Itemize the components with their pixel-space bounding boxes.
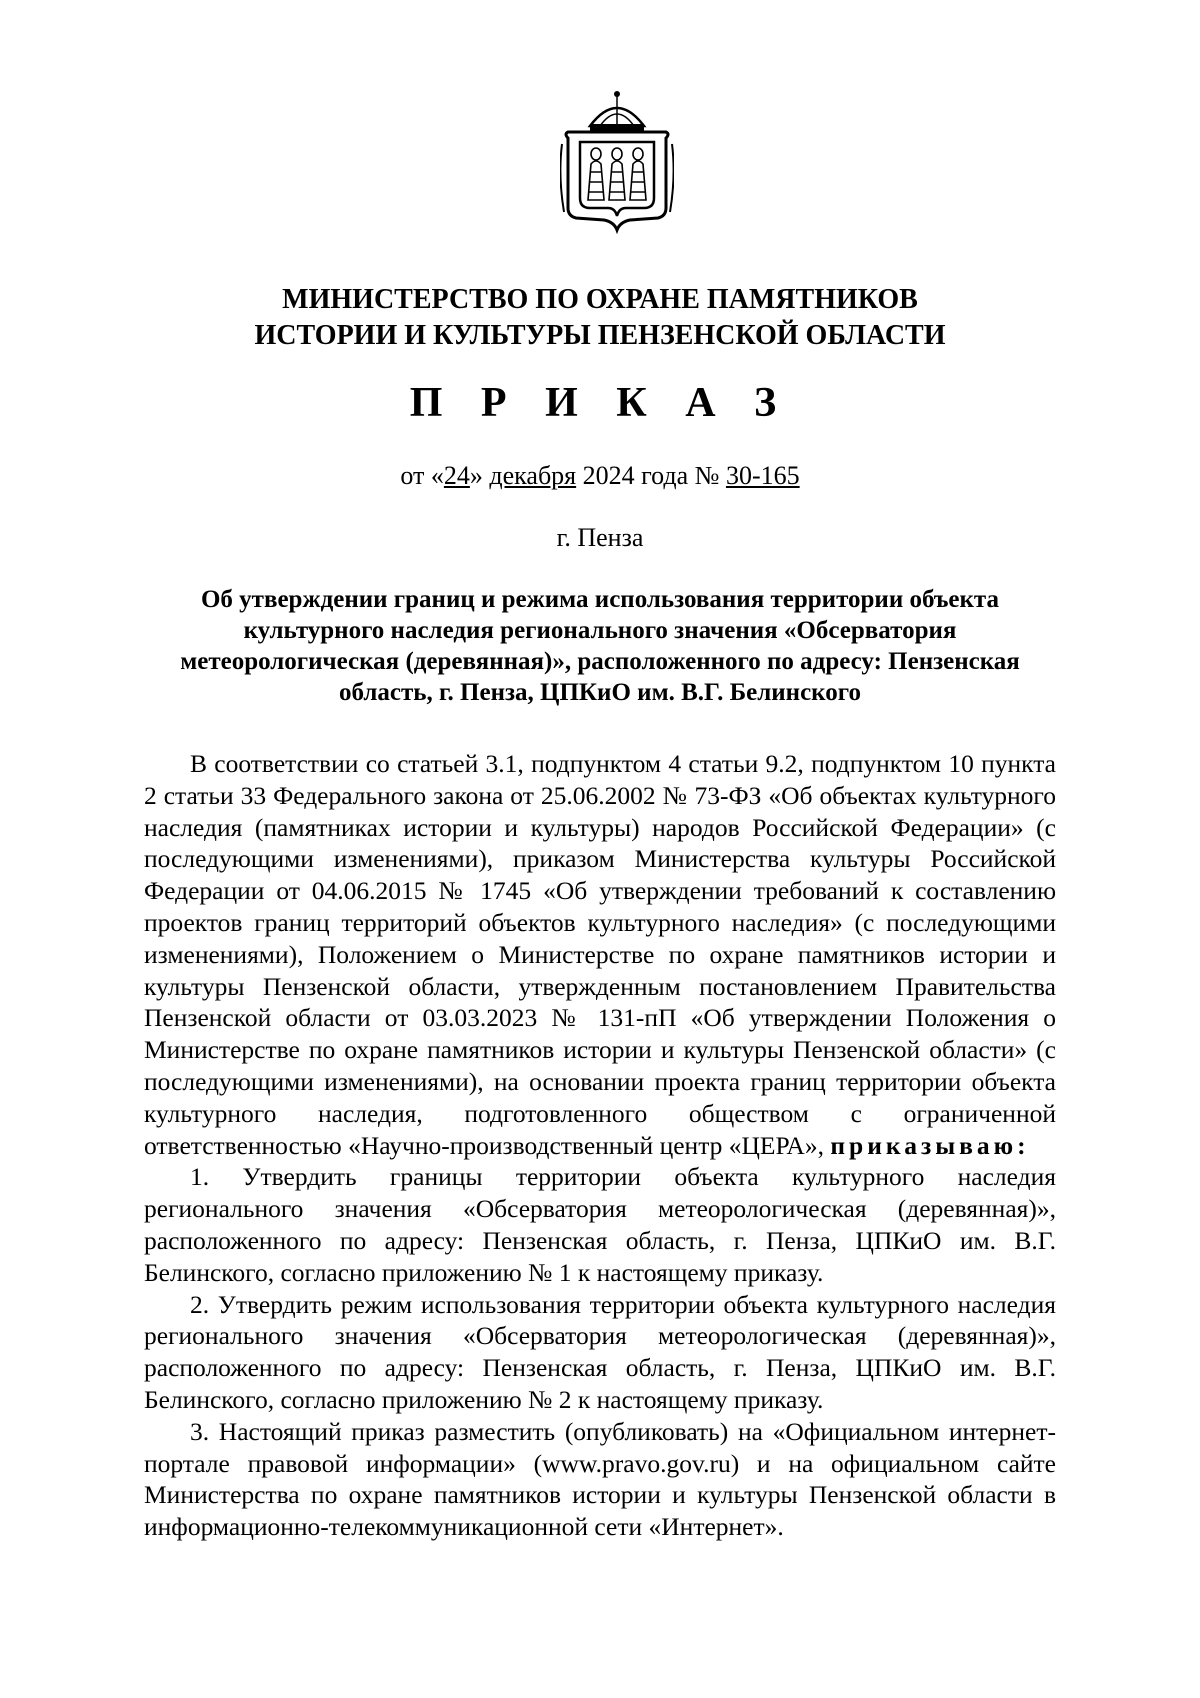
order-date-number — [150, 460, 1050, 492]
ministry-name — [150, 282, 1050, 354]
coat-of-arms-icon — [560, 88, 674, 238]
order-city: г. Пенза — [556, 523, 644, 552]
document-title: П Р И К А З — [409, 380, 791, 426]
preamble-paragraph — [144, 748, 1056, 1161]
subject-line2: культурного наследия регионального значения «Обсерватория — [243, 617, 957, 644]
order-item-2: 2. Утвердить режим использования территории объекта культурного наследия регионального значения «Обсерватория метеорологическая (деревянная)», расположенного по адресу: Пензенская область, г. Пенза, ЦПКиО им. В.Г. Белинского, согласно приложению № 2 к настоящему приказу. — [144, 1289, 1056, 1414]
subject-line4: область, г. Пенза, ЦПКиО им. В.Г. Белинского — [339, 679, 861, 706]
order-year: 2024 года № — [576, 461, 726, 490]
subject-line1: Об утверждении границ и режима использования территории объекта — [200, 586, 1000, 613]
subject-line3: метеорологическая (деревянная)», расположенного по адресу: Пензенская — [180, 648, 1020, 675]
order-day: 24 — [443, 461, 470, 490]
order-item-1: 1. Утвердить границы территории объекта культурного наследия регионального значения «Обсерватория метеорологическая (деревянная)», расположенного по адресу: Пензенская область, г. Пенза, ЦПКиО им. В.Г. Белинского, согласно приложению № 1 к настоящему приказу. — [144, 1162, 1056, 1287]
preamble-text: В соответствии со статьей 3.1, подпунктом 4 статьи 9.2, подпунктом 10 пункта 2 статьи 33 Федерального закона от 25.06.2002 № 73-ФЗ «Об объектах культурного наследия (памятниках истории и культуры) народов Российской Федерации» (с последующими изменениями), приказом Министерства культуры Российской Федерации от 04.06.2015 № 1745 «Об утверждении требований к составлению проектов границ территорий объектов культурного наследия» (с последующими изменениями), Положением о Министерстве по охране памятников истории и культуры Пензенской области, утвержденным постановлением Правительства Пензенской области от 03.03.2023 № 131-пП «Об утверждении Положения о Министерстве по охране памятников истории и культуры Пензенской области» (с последующими изменениями), на основании проекта границ территории объекта культурного наследия, подготовленного обществом с ограниченной ответственностью «Научно-производственный центр «ЦЕРА», — [144, 749, 1056, 1160]
ministry-name-line1: МИНИСТЕРСТВО ПО ОХРАНЕ ПАМЯТНИКОВ — [282, 284, 918, 315]
order-prefix: от « — [400, 461, 444, 490]
order-number: 30-165 — [725, 461, 800, 490]
order-subject — [150, 584, 1050, 708]
order-month: декабря — [489, 461, 577, 490]
ministry-name-line2: ИСТОРИИ И КУЛЬТУРЫ ПЕНЗЕНСКОЙ ОБЛАСТИ — [254, 320, 946, 351]
order-item-3: 3. Настоящий приказ разместить (опубликовать) на «Официальном интернет-портале правовой информации» (www.pravo.gov.ru) и на официальном сайте Министерства по охране памятников истории и культуры Пензенской области в информационно-телекоммуникационной сети «Интернет». — [144, 1416, 1056, 1542]
order-body — [144, 748, 1056, 1543]
directive-word: приказываю: — [830, 1130, 1030, 1160]
order-day-close: » — [469, 461, 490, 490]
